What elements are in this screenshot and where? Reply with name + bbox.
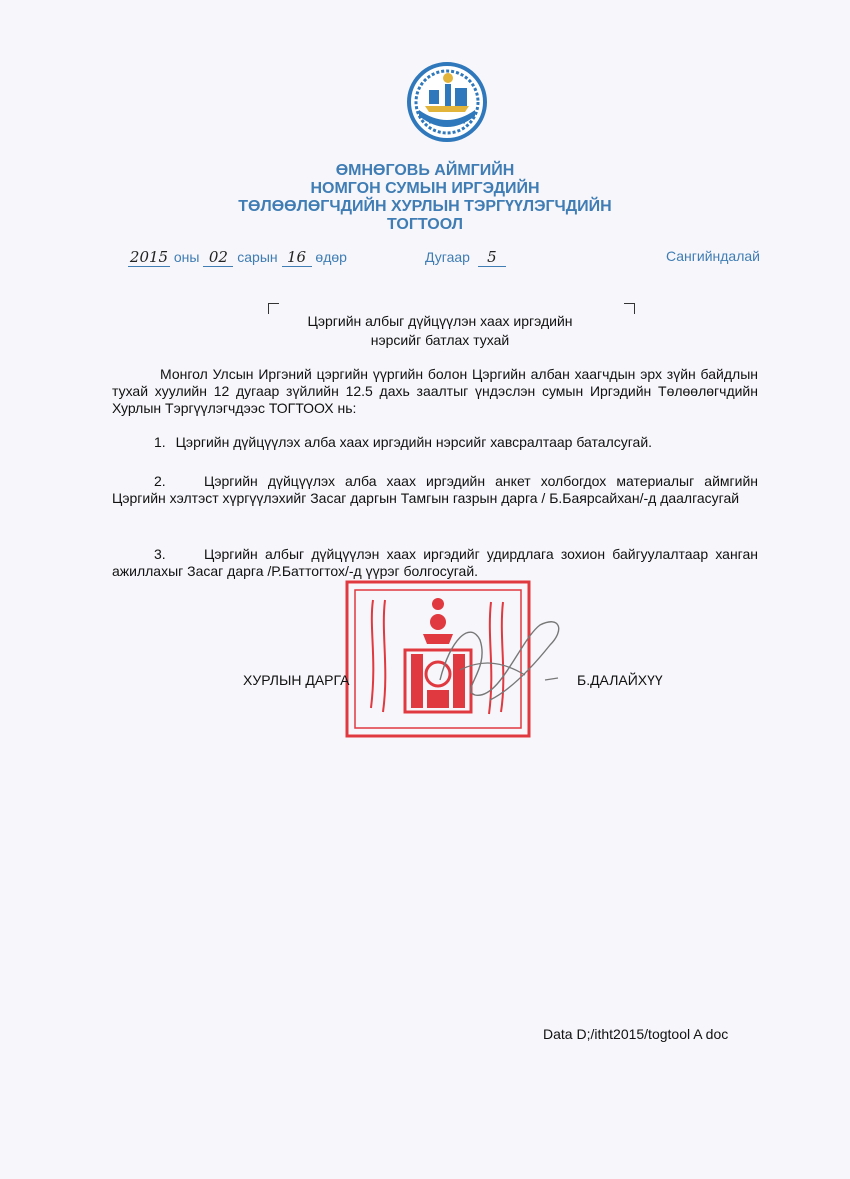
day-suffix: өдөр [315,249,347,265]
number-field [425,248,506,267]
place-name: Сангийндалай [666,248,760,264]
date-line [128,248,347,267]
item-1-number: 1. [154,434,166,450]
item-2-number: 2. [154,473,166,489]
file-path-footer: Data D;/itht2015/togtool A doc [543,1026,729,1042]
item-1 [154,434,652,450]
org-line-2: НОМГОН СУМЫН ИРГЭДИЙН [310,180,540,197]
day-value: 16 [282,248,312,267]
signatory-name: Б.ДАЛАЙХҮҮ [577,672,663,688]
org-line-3: ТӨЛӨӨЛӨГЧДИЙН ХУРЛЫН ТЭРГҮҮЛЭГЧДИЙН [238,198,612,215]
year-suffix: оны [173,249,200,265]
number-label: Дугаар [425,249,470,265]
number-value: 5 [478,248,506,267]
item-3-text: Цэргийн албыг дүйцүүлэн хаах иргэдийг удирдлага зохион байгуулалтаар ханган ажиллахыг Засаг дарга /Р.Баттогтох/-д үүрэг болгосугай. [112,546,758,579]
document-type: ТОГТООЛ [387,216,463,233]
item-3-number: 3. [154,546,166,562]
month-value: 02 [203,248,233,267]
item-2-text: Цэргийн дүйцүүлэх алба хаах иргэдийн анкет холбогдох материалыг аймгийн Цэргийн хэлтэст хүргүүлэхийг Засаг даргын Тамгын газрын дарга / Б.Баярсайхан/-д даалгасугай [112,473,758,506]
signatory-position: ХУРЛЫН ДАРГА [243,672,350,688]
document-title-line-1: Цэргийн албыг дүйцүүлэн хаах иргэдийн [307,313,573,329]
month-suffix: сарын [237,249,278,265]
document-title-line-2: нэрсийг батлах тухай [370,332,510,348]
state-emblem-icon [405,60,489,144]
intro-paragraph: Монгол Улсын Иргэний цэргийн үүргийн болон Цэргийн албан хаагчдын эрх зүйн байдлын тухай хуулийн 12 дугаар зүйлийн 12.5 дахь заалтыг үндэслэн сумын Иргэдийн Төлөөлөгчдийн Хурлын Тэргүүлэгчдээс ТОГТООХ нь: [112,366,758,416]
org-line-1: ӨМНӨГОВЬ АЙМГИЙН [335,162,515,179]
handwritten-signature [430,600,570,710]
year-value: 2015 [129,248,169,266]
item-1-text: Цэргийн дүйцүүлэх алба хаах иргэдийн нэрсийг хавсралтаар баталсугай. [175,434,653,450]
